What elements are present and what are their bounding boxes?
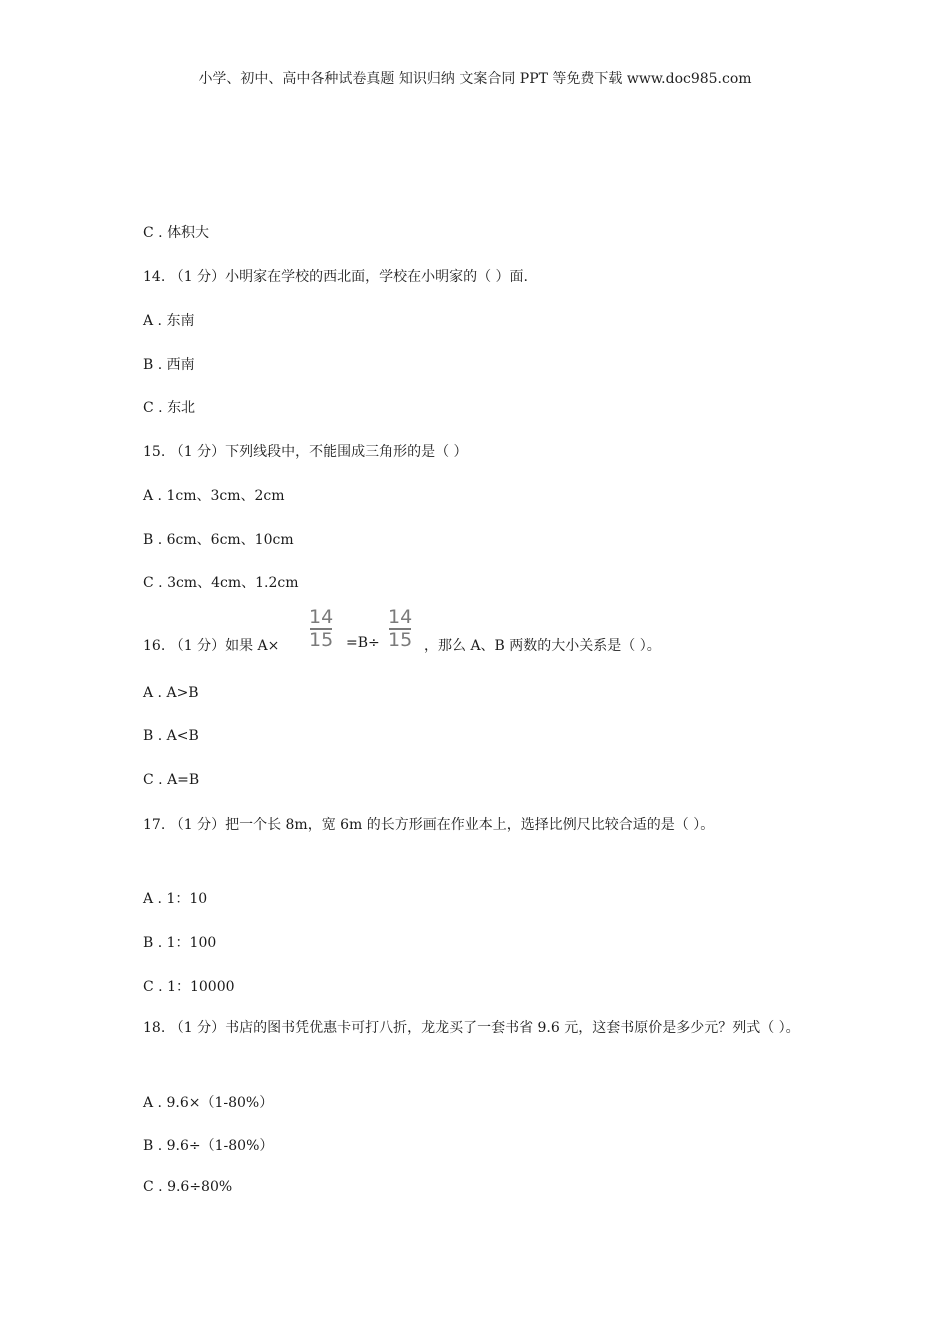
option-15b: B . 6cm、6cm、10cm	[143, 532, 294, 548]
option-16b: B . A<B	[143, 728, 199, 744]
fraction-1	[309, 607, 333, 651]
question-16-part3: ，那么 A、B 两数的大小关系是（ ）。	[424, 638, 661, 654]
fraction-2-denominator: 15	[388, 629, 413, 651]
option-14a: A . 东南	[143, 313, 195, 329]
page-header: 小学、初中、高中各种试卷真题 知识归纳 文案合同 PPT 等免费下载 www.doc985.com	[198, 71, 752, 87]
option-14c: C . 东北	[143, 400, 196, 416]
question-16-part2: =B÷	[346, 635, 380, 651]
option-14b: B . 西南	[143, 357, 195, 373]
option-16a: A . A>B	[143, 685, 199, 701]
question-15: 15. （1 分）下列线段中，不能围成三角形的是（ ）	[143, 444, 468, 460]
option-13c: C . 体积大	[143, 225, 210, 241]
option-17a: A . 1：10	[143, 891, 208, 907]
option-18b: B . 9.6÷（1-80%）	[143, 1138, 274, 1154]
question-18: 18. （1 分）书店的图书凭优惠卡可打八折，龙龙买了一套书省 9.6 元，这套书原价是多少元？列式（ ）。	[143, 1020, 800, 1036]
option-17c: C . 1：10000	[143, 979, 235, 995]
fraction-2	[388, 607, 412, 651]
question-14: 14. （1 分）小明家在学校的西北面，学校在小明家的（ ）面.	[143, 269, 528, 285]
option-18a: A . 9.6×（1-80%）	[143, 1095, 274, 1111]
option-16c: C . A=B	[143, 772, 200, 788]
option-15c: C . 3cm、4cm、1.2cm	[143, 575, 299, 591]
fraction-1-denominator: 15	[309, 629, 334, 651]
question-16-part1: 16. （1 分）如果 A×	[143, 638, 280, 654]
fraction-2-numerator: 14	[388, 606, 413, 628]
option-15a: A . 1cm、3cm、2cm	[143, 488, 285, 504]
fraction-1-numerator: 14	[309, 606, 334, 628]
option-18c: C . 9.6÷80%	[143, 1179, 233, 1195]
question-17: 17. （1 分）把一个长 8m，宽 6m 的长方形画在作业本上，选择比例尺比较合适的是（ ）。	[143, 817, 715, 833]
option-17b: B . 1：100	[143, 935, 217, 951]
